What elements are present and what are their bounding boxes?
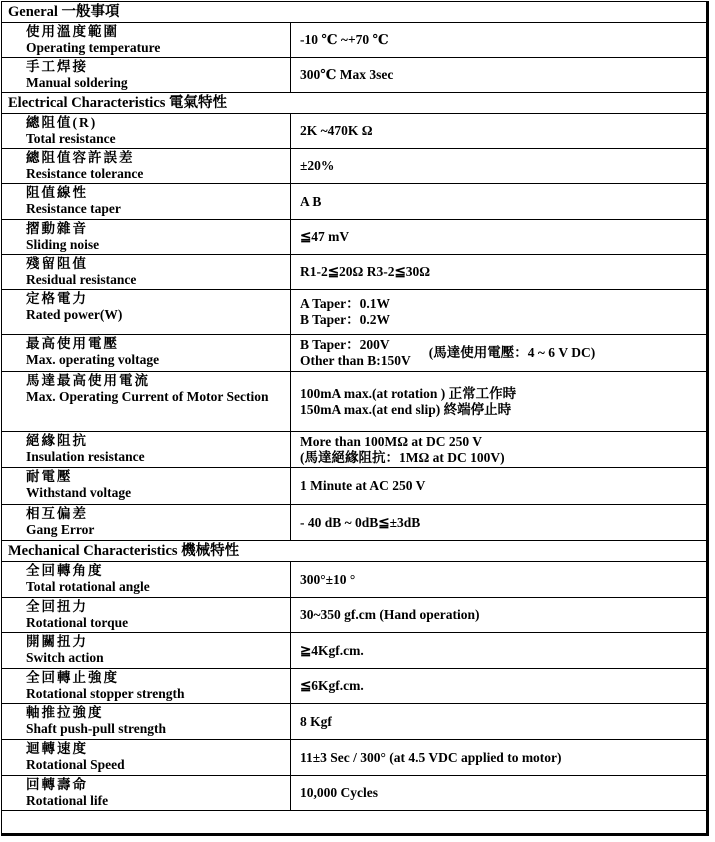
label-chinese: 定格電力 — [26, 291, 88, 306]
label-chinese: 摺動雜音 — [26, 221, 88, 236]
row-margin — [2, 562, 23, 598]
spec-label — [23, 633, 291, 668]
row-margin — [2, 468, 23, 505]
label-chinese: 回轉壽命 — [26, 777, 88, 792]
spec-value — [291, 432, 706, 467]
spec-row — [23, 290, 706, 335]
spec-row — [23, 372, 706, 432]
spec-row — [23, 740, 706, 776]
spec-label — [23, 290, 291, 334]
spec-value — [291, 149, 706, 183]
spec-label — [23, 23, 291, 57]
spec-row — [23, 220, 706, 255]
label-chinese: 相互偏差 — [26, 506, 88, 521]
spec-label — [23, 562, 291, 597]
value-text: Other than B:150V — [300, 353, 411, 368]
value-line: 100mA max.(at rotation ) 正常工作時 — [300, 385, 517, 401]
label-chinese: 總阻值容許誤差 — [26, 150, 135, 165]
spec-value — [291, 58, 706, 92]
row-margin — [2, 633, 23, 669]
label-chinese: 全回轉角度 — [26, 563, 104, 578]
value-line: ±20% — [300, 158, 335, 173]
value-line: 10,000 Cycles — [300, 785, 378, 800]
label-chinese: 最高使用電壓 — [26, 336, 119, 351]
spec-row — [23, 505, 706, 541]
value-line: (馬達絕緣阻抗：1MΩ at DC 100V) — [300, 449, 505, 465]
value-line — [300, 345, 706, 369]
row-margin — [2, 669, 23, 704]
spec-row — [23, 598, 706, 633]
spec-row — [23, 468, 706, 505]
label-english: Rotational life — [26, 793, 109, 808]
label-english: Max. operating voltage — [26, 352, 160, 367]
spec-row — [23, 562, 706, 598]
spec-value — [291, 669, 706, 703]
value-line: - 40 dB ~ 0dB≦±3dB — [300, 514, 421, 530]
spec-label — [23, 432, 291, 467]
spec-label — [23, 598, 291, 632]
label-chinese: 迴轉速度 — [26, 741, 88, 756]
spec-row — [23, 669, 706, 704]
label-english: Rotational torque — [26, 615, 129, 630]
row-margin — [2, 58, 23, 93]
value-line: ≦47 mV — [300, 229, 350, 244]
spec-value — [291, 505, 706, 540]
section-header: Electrical Characteristics 電氣特性 — [2, 93, 706, 114]
label-english: Rated power(W) — [26, 307, 123, 322]
label-english: Manual soldering — [26, 75, 128, 90]
spec-value — [291, 290, 706, 334]
spec-value — [291, 184, 706, 219]
spec-value — [291, 335, 706, 371]
label-english: Residual resistance — [26, 272, 137, 287]
spec-label — [23, 776, 291, 810]
label-chinese: 總阻值(R) — [26, 115, 98, 130]
value-line: 150mA max.(at end slip) 終端停止時 — [300, 401, 512, 417]
value-line: B Taper：200V — [300, 337, 390, 352]
section-header: Mechanical Characteristics 機械特性 — [2, 541, 706, 562]
spec-value — [291, 704, 706, 739]
label-english: Gang Error — [26, 522, 95, 537]
spec-row — [23, 432, 706, 468]
spec-label — [23, 255, 291, 289]
spec-label — [23, 740, 291, 775]
spec-value — [291, 598, 706, 632]
spec-value — [291, 220, 706, 254]
spec-label — [23, 184, 291, 219]
spec-label — [23, 505, 291, 540]
spec-label — [23, 704, 291, 739]
value-line: 300℃ Max 3sec — [300, 67, 394, 82]
spec-value — [291, 255, 706, 289]
spec-table — [1, 1, 709, 836]
spec-label — [23, 669, 291, 703]
value-line: 11±3 Sec / 300° (at 4.5 VDC applied to motor) — [300, 749, 562, 765]
row-margin — [2, 23, 23, 58]
spec-row — [23, 255, 706, 290]
row-margin — [2, 598, 23, 633]
spec-value — [291, 23, 706, 57]
row-margin — [2, 220, 23, 255]
spec-value — [291, 114, 706, 148]
spec-row — [23, 633, 706, 669]
value-line: 2K ~470K Ω — [300, 123, 373, 138]
spec-label — [23, 220, 291, 254]
spec-label — [23, 58, 291, 92]
label-english: Withstand voltage — [26, 485, 132, 500]
spec-row — [23, 149, 706, 184]
spec-row — [23, 114, 706, 149]
spec-value — [291, 468, 706, 504]
row-margin — [2, 255, 23, 290]
row-margin — [2, 290, 23, 335]
label-english: Rotational Speed — [26, 757, 125, 772]
value-line: 8 Kgf — [300, 713, 332, 729]
spec-row — [23, 23, 706, 58]
value-line: 1 Minute at AC 250 V — [300, 478, 426, 493]
value-line: ≦6Kgf.cm. — [300, 678, 364, 693]
row-margin — [2, 335, 23, 372]
spec-row — [23, 776, 706, 811]
label-chinese: 軸推拉強度 — [26, 705, 104, 720]
value-line: More than 100MΩ at DC 250 V — [300, 433, 483, 449]
spec-value — [291, 562, 706, 597]
spec-label — [23, 335, 291, 371]
value-line: ≧4Kgf.cm. — [300, 642, 364, 658]
value-line: 30~350 gf.cm (Hand operation) — [300, 607, 480, 622]
spec-row — [23, 184, 706, 220]
spec-value — [291, 372, 706, 431]
value-line: R1-2≦20Ω R3-2≦30Ω — [300, 264, 431, 279]
value-note: (馬達使用電壓：4 ~ 6 V DC) — [428, 345, 596, 360]
label-english: Max. Operating Current of Motor Section — [26, 389, 269, 404]
label-chinese: 絕緣阻抗 — [26, 433, 88, 448]
spec-row — [23, 704, 706, 740]
value-line: A B — [300, 193, 322, 209]
label-chinese: 全回扭力 — [26, 599, 88, 614]
label-english: Operating temperature — [26, 40, 161, 55]
label-chinese: 阻值線性 — [26, 185, 88, 200]
value-line: 300°±10 ° — [300, 571, 356, 587]
label-chinese: 手工焊接 — [26, 59, 88, 74]
spec-value — [291, 776, 706, 810]
spec-label — [23, 149, 291, 183]
row-margin — [2, 505, 23, 541]
label-english: Total rotational angle — [26, 579, 150, 594]
label-english: Total resistance — [26, 131, 116, 146]
value-line: B Taper：0.2W — [300, 312, 391, 327]
spec-row — [23, 335, 706, 372]
label-chinese: 耐電壓 — [26, 469, 73, 484]
label-chinese: 開關扭力 — [26, 634, 88, 649]
label-chinese: 使用溫度範圍 — [26, 24, 119, 39]
row-margin — [2, 184, 23, 220]
spec-value — [291, 740, 706, 775]
value-line: A Taper：0.1W — [300, 296, 391, 311]
row-margin — [2, 114, 23, 149]
value-line: -10 ℃ ~+70 ℃ — [300, 32, 389, 47]
row-margin — [2, 704, 23, 740]
label-english: Resistance tolerance — [26, 166, 144, 181]
label-english: Sliding noise — [26, 237, 100, 252]
row-margin — [2, 740, 23, 776]
label-english: Resistance taper — [26, 201, 121, 216]
spec-label — [23, 468, 291, 504]
spec-row — [23, 58, 706, 93]
row-margin — [2, 149, 23, 184]
spec-value — [291, 633, 706, 668]
label-chinese: 全回轉止強度 — [26, 670, 119, 685]
spec-label — [23, 114, 291, 148]
row-margin — [2, 776, 23, 811]
row-margin — [2, 372, 23, 432]
label-chinese: 馬達最高使用電流 — [26, 373, 150, 388]
label-english: Insulation resistance — [26, 449, 145, 464]
label-chinese: 殘留阻值 — [26, 256, 88, 271]
row-margin — [2, 432, 23, 468]
spec-label — [23, 372, 291, 431]
label-english: Switch action — [26, 650, 104, 665]
label-english: Shaft push-pull strength — [26, 721, 167, 736]
label-english: Rotational stopper strength — [26, 686, 185, 701]
section-header: General 一般事項 — [2, 2, 706, 23]
